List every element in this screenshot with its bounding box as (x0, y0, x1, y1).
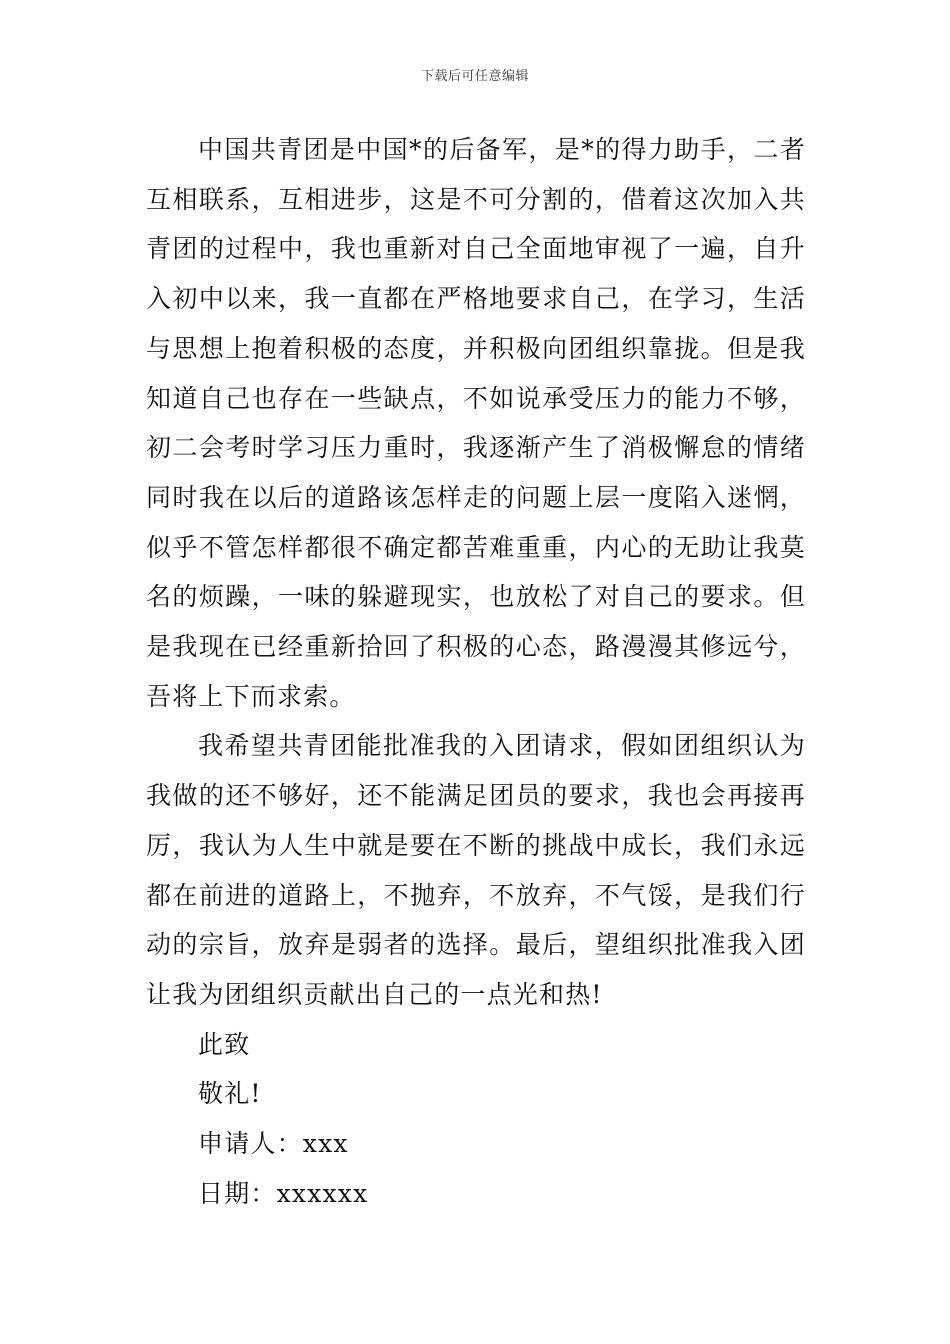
paragraph-1: 中国共青团是中国*的后备军，是*的得力助手，二者互相联系，互相进步，这是不可分割的，借着这次加入共青团的过程中，我也重新对自己全面地审视了一遍，自升入初中以来，我一直都在严格地要求自己，在学习，生活与思想上抱着积极的态度，并积极向团组织靠拢。但是我知道自己也存在一些缺点，不如说承受压力的能力不够，初二会考时学习压力重时，我逐渐产生了消极懈怠的情绪同时我在以后的道路该怎样走的问题上层一度陷入迷惘，似乎不管怎样都很不确定都苦难重重，内心的无助让我莫名的烦躁，一味的躲避现实，也放松了对自己的要求。但是我现在已经重新拾回了积极的心态，路漫漫其修远兮，吾将上下而求索。 (146, 135, 806, 711)
applicant-line: 申请人：xxx (198, 1129, 349, 1159)
paragraph-2: 我希望共青团能批准我的入团请求，假如团组织认为我做的还不够好，还不能满足团员的要求，我也会再接再厉，我认为人生中就是要在不断的挑战中成长，我们永远都在前进的道路上，不抛弃，不放弃，不气馁，是我们行动的宗旨，放弃是弱者的选择。最后，望组织批准我入团让我为团组织贡献出自己的一点光和热! (146, 731, 806, 1009)
closing-salutation: 此致 (198, 1029, 251, 1059)
letter-body (146, 125, 806, 1218)
header-note: 下载后可任意编辑 (420, 69, 529, 84)
closing-respect: 敬礼! (198, 1079, 262, 1109)
date-line: 日期：xxxxxx (198, 1178, 369, 1208)
